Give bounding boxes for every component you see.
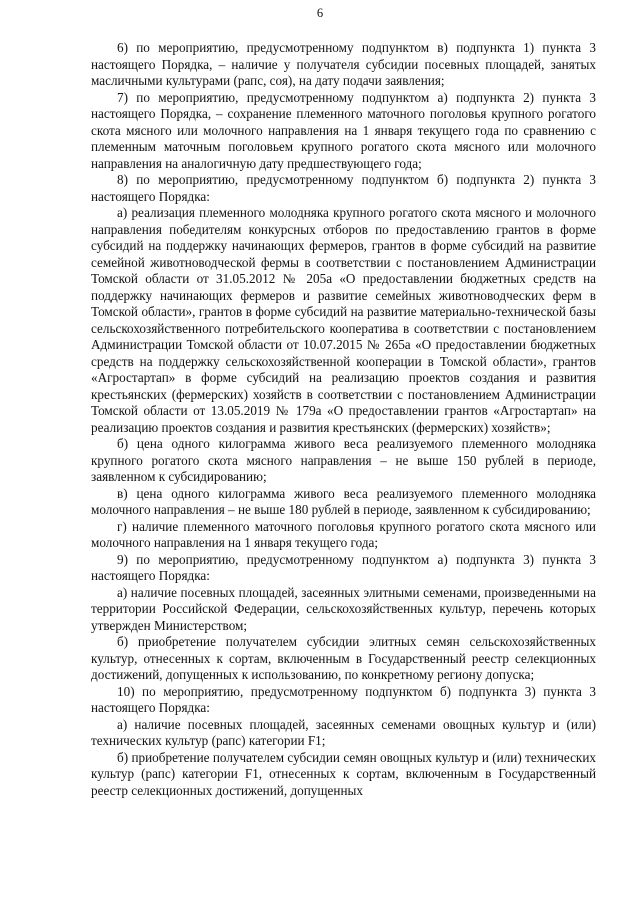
paragraph-item-6: 6) по мероприятию, предусмотренному подпунктом в) подпункта 1) пункта 3 настоящего Порядка, – наличие у получателя субсидии посевных площадей, занятых масличными культурами (рапс, соя), на дату подачи заявления;: [91, 40, 596, 88]
subparagraph-9b: б) приобретение получателем субсидии элитных семян сельскохозяйственных культур, отнесенных к сортам, включенным в Государственный реестр селекционных достижений, допущенных к использованию, по конкретному региону допуска;: [91, 634, 596, 682]
page-number: 6: [316, 6, 324, 20]
paragraph-item-8: 8) по мероприятию, предусмотренному подпунктом б) подпункта 2) пункта 3 настоящего Порядка:: [91, 172, 596, 204]
subparagraph-8b: б) цена одного килограмма живого веса реализуемого племенного молодняка крупного рогатого скота мясного направления – не выше 150 рублей в периоде, заявленном к субсидированию;: [91, 436, 596, 484]
document-body: [91, 40, 596, 799]
paragraph-item-10: 10) по мероприятию, предусмотренному подпунктом б) подпункта 3) пункта 3 настоящего Порядка:: [91, 683, 596, 715]
subparagraph-10b: б) приобретение получателем субсидии семян овощных культур и (или) технических культур (рапс) категории F1, отнесенных к сортам, включенным в Государственный реестр селекционных достижений, допущенных: [91, 749, 596, 798]
subparagraph-10a: а) наличие посевных площадей, засеянных семенами овощных культур и (или) технических культур (рапс) категории F1;: [91, 716, 596, 748]
subparagraph-8g: г) наличие племенного маточного поголовья крупного рогатого скота мясного или молочного направления на 1 января текущего года;: [91, 518, 596, 550]
paragraph-item-7: 7) по мероприятию, предусмотренному подпунктом а) подпункта 2) пункта 3 настоящего Порядка, – сохранение племенного маточного поголовья крупного рогатого скота мясного или молочного направления на 1 января текущего года по сравнению с племенным маточным поголовьем крупного рогатого скота мясного или молочного направления на аналогичную дату предшествующего года;: [91, 89, 596, 171]
subparagraph-8v: в) цена одного килограмма живого веса реализуемого племенного молодняка молочного направления – не выше 180 рублей в периоде, заявленном к субсидированию;: [91, 485, 596, 517]
subparagraph-9a: а) наличие посевных площадей, засеянных элитными семенами, произведенными на территории Российской Федерации, сельскохозяйственных культур, перечень которых утвержден Министерством;: [91, 584, 596, 633]
paragraph-item-9: 9) по мероприятию, предусмотренному подпунктом а) подпункта 3) пункта 3 настоящего Порядка:: [91, 551, 596, 583]
subparagraph-8a: а) реализация племенного молодняка крупного рогатого скота мясного и молочного направления победителям конкурсных отборов по предоставлению грантов в форме субсидий на поддержку начинающих фермеров, грантов в форме субсидий на развитие семейной животноводческой фермы в соответствии с постановлением Администрации Томской области от 31.05.2012 № 205а «О предоставлении бюджетных средств на поддержку начинающих фермеров и развитие семейных животноводческих ферм в Томской области», грантов в форме субсидий на развитие материально-технической базы сельскохозяйственного потребительского кооператива в соответствии с постановлением Администрации Томской области от 10.07.2015 № 265а «О предоставлении бюджетных средств на поддержку сельскохозяйственной кооперации в Томской области», грантов «Агростартап» в форме субсидий на реализацию проектов создания и развития крестьянских (фермерских) хозяйств в соответствии с постановлением Администрации Томской области от 13.05.2019 № 179а «О предоставлении грантов «Агростартап» на реализацию проектов создания и развития крестьянских (фермерских) хозяйств»;: [91, 205, 596, 435]
